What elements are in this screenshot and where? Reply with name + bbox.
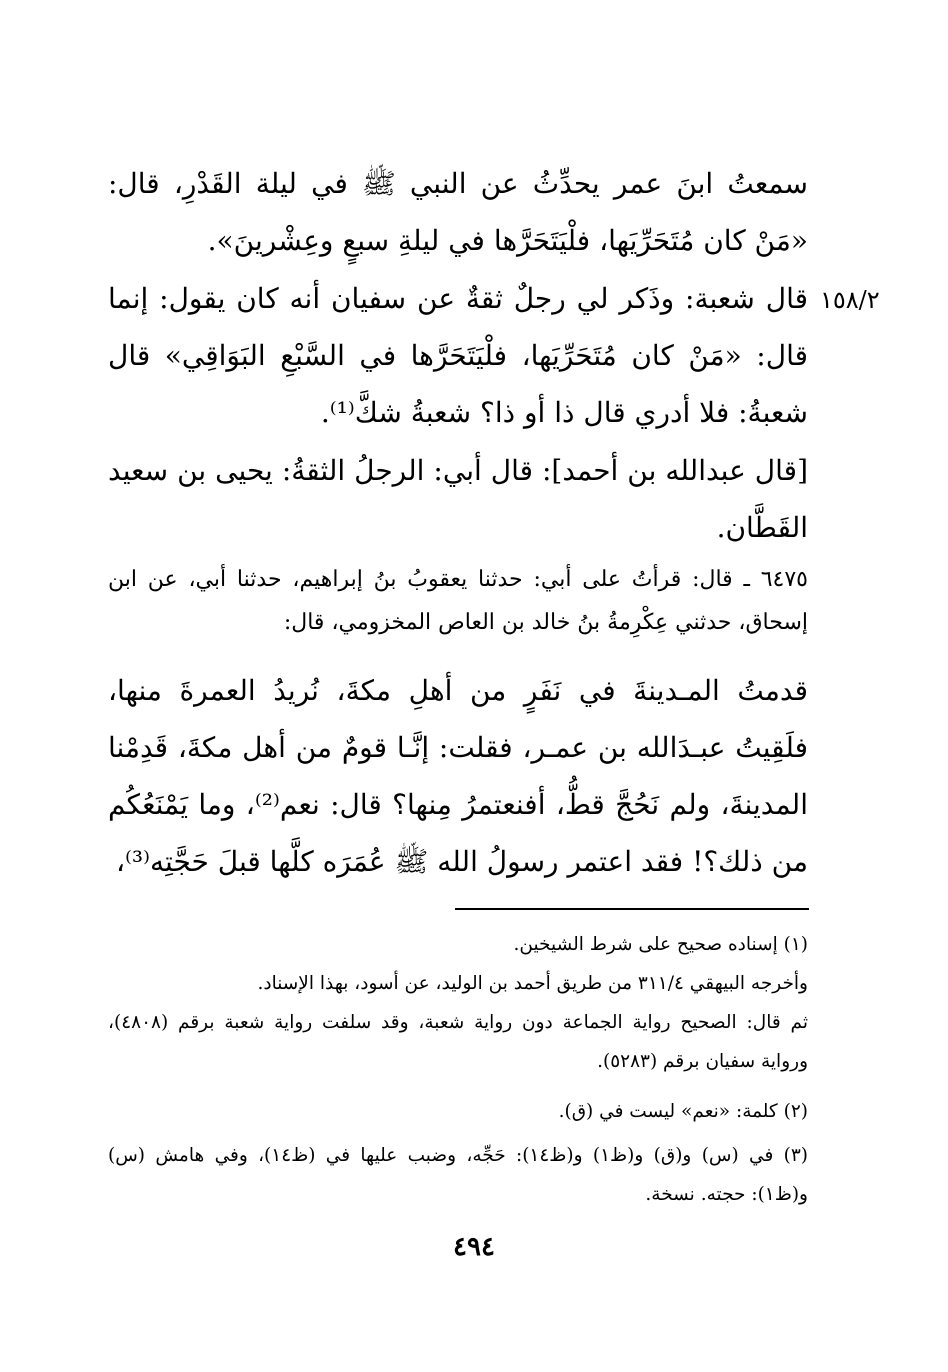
- hadith-text-paragraph-2: قال شعبة: وذَكر لي رجلٌ ثقةٌ عن سفيان أنه كان يقول: إنما قال: «مَنْ كان مُتَحَرِّيَها، فلْيَتَحَرَّها في السَّبْعِ البَوَاقِي» قال شعبةُ: فلا أدري قال ذا أو ذا؟ شعبةُ شكَّ⁽¹⁾.: [108, 282, 808, 429]
- footnote-3: (٣) في (س) و(ق) و(ظ١) و(ظ١٤): حَجِّه، وضبب عليها في (ظ١٤)، وفي هامش (س) و(ظ١): حجته. نسخة.: [108, 1145, 809, 1205]
- footnote-1-comment: ثم قال: الصحيح رواية الجماعة دون رواية شعبة، وقد سلفت رواية شعبة برقم (٤٨٠٨)، ورواية سفيان برقم (٥٢٨٣).: [108, 1012, 808, 1072]
- footnote-separator: [455, 908, 809, 910]
- hadith-text-paragraph-1: سمعتُ ابنَ عمر يحدِّثُ عن النبي ﷺ في ليلة القَدْرِ، قال: «مَنْ كان مُتَحَرِّيَها، فلْيَتَحَرَّها في ليلةِ سبعٍ وعِشْرينَ».: [108, 167, 809, 257]
- isnad-paragraph: ٦٤٧٥ ـ قال: قرأتُ على أبي: حدثنا يعقوبُ بنُ إبراهيم، حدثنا أبي، عن ابن إسحاق، حدثني عِكْرِمةُ بنُ خالد بن العاص المخزومي، قال:: [108, 567, 808, 635]
- hadith-text-paragraph-5: قدمتُ المـدينةَ في نَفَرٍ من أهلِ مكةَ، نُريدُ العمرةَ منها، فلَقِيتُ عبـدَالله بن عمـر، فقلت: إنَّـا قومٌ من أهل مكةَ، قَدِمْنا المدينةَ، ولم نَحُجَّ قطُّ، أفنعتمرُ مِنها؟ قال: نعم⁽²⁾، وما يَمْنَعُكُم من ذلك؟! فقد اعتمر رسولُ الله ﷺ عُمَرَه كلَّها قبلَ حَجَّتِه⁽³⁾،: [108, 674, 808, 878]
- page-number: ٤٩٤: [453, 1232, 495, 1262]
- footnote-2: (٢) كلمة: «نعم» ليست في (ق).: [558, 1101, 808, 1122]
- footnote-1: (١) إسناده صحيح على شرط الشيخين.: [513, 934, 808, 955]
- footnote-1-continuation: وأخرجه البيهقي ٣١١/٤ من طريق أحمد بن الوليد، عن أسود، بهذا الإسناد.: [257, 973, 808, 994]
- margin-hadith-number: ١٥٨/٢: [820, 286, 880, 314]
- hadith-text-paragraph-3: [قال عبدالله بن أحمد]: قال أبي: الرجلُ الثقةُ: يحيى بن سعيد القَطَّان.: [108, 454, 808, 544]
